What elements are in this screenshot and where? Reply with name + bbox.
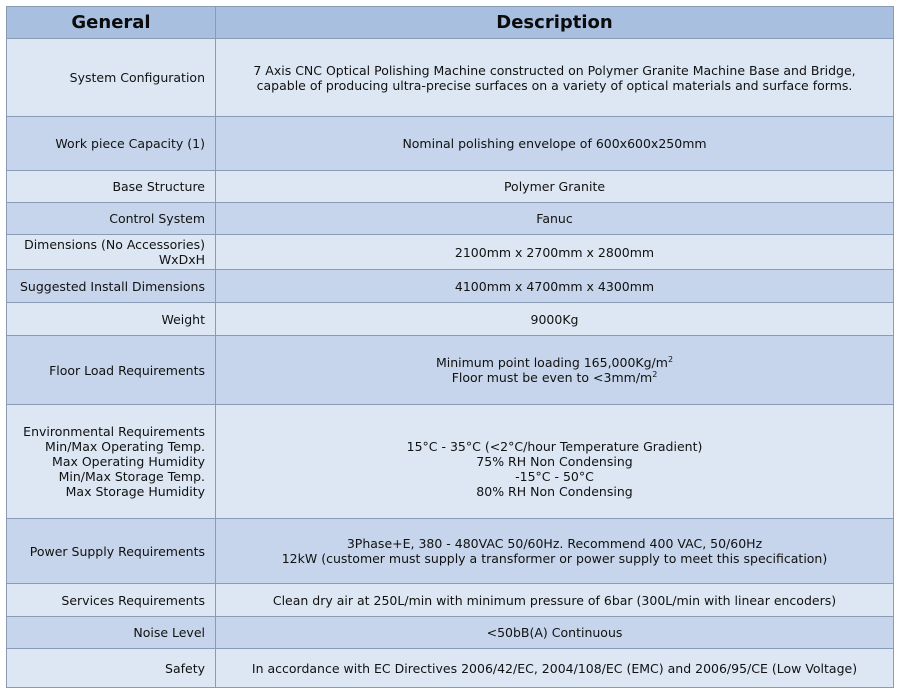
desc-text: <50bB(A) Continuous <box>486 625 623 640</box>
label-text: Services Requirements <box>61 592 205 608</box>
label-cell <box>7 235 216 270</box>
desc-cell <box>216 336 894 405</box>
row-system-configuration <box>7 39 894 117</box>
label-cell <box>7 336 216 405</box>
desc-cell <box>216 584 894 617</box>
row-control-system <box>7 203 894 235</box>
desc-text: 75% RH Non Condensing <box>476 454 633 469</box>
label-text: Floor Load Requirements <box>49 362 205 378</box>
spec-table <box>6 6 894 688</box>
desc-text: 3Phase+E, 380 - 480VAC 50/60Hz. Recommend 400 VAC, 50/60Hz <box>346 536 763 551</box>
row-dimensions <box>7 235 894 270</box>
label-text: System Configuration <box>69 70 205 85</box>
label-text: Environmental Requirements <box>23 424 205 439</box>
desc-text: 15°C - 35°C (<2°C/hour Temperature Gradient) <box>406 439 703 454</box>
desc-text-main: Minimum point loading 165,000Kg/m <box>435 355 668 370</box>
desc-text: 80% RH Non Condensing <box>476 484 633 499</box>
row-noise-level <box>7 617 894 649</box>
desc-text: 4100mm x 4700mm x 4300mm <box>454 278 655 294</box>
desc-cell <box>216 39 894 117</box>
desc-text: 2100mm x 2700mm x 2800mm <box>454 244 655 260</box>
label-text: Min/Max Storage Temp. <box>58 469 205 484</box>
row-floor-load-requirements <box>7 336 894 405</box>
desc-text <box>224 424 885 439</box>
row-weight <box>7 303 894 336</box>
desc-cell <box>216 171 894 203</box>
label-text: Control System <box>109 211 205 226</box>
label-text: Dimensions (No Accessories) <box>24 237 205 252</box>
desc-cell <box>216 303 894 336</box>
label-cell <box>7 270 216 303</box>
row-services-requirements <box>7 584 894 617</box>
desc-text: Fanuc <box>536 211 573 226</box>
label-cell <box>7 117 216 171</box>
superscript: 2 <box>652 370 658 379</box>
desc-cell <box>216 117 894 171</box>
label-text: Safety <box>165 660 205 676</box>
label-cell <box>7 405 216 519</box>
row-power-supply-requirements <box>7 519 894 584</box>
header-general: General <box>7 7 216 39</box>
desc-text: Clean dry air at 250L/min with minimum pressure of 6bar (300L/min with linear encoders) <box>272 592 837 608</box>
label-text: Max Operating Humidity <box>52 454 205 469</box>
desc-text: -15°C - 50°C <box>515 469 594 484</box>
desc-cell <box>216 203 894 235</box>
header-row <box>7 7 894 39</box>
row-environmental-requirements <box>7 405 894 519</box>
desc-cell <box>216 405 894 519</box>
label-cell <box>7 203 216 235</box>
row-suggested-install-dimensions <box>7 270 894 303</box>
desc-cell <box>216 617 894 649</box>
desc-text-main: Floor must be even to <3mm/m <box>451 370 653 385</box>
row-safety <box>7 649 894 688</box>
desc-text <box>224 370 885 385</box>
label-cell <box>7 584 216 617</box>
label-text: Weight <box>161 311 205 327</box>
label-text: WxDxH <box>158 252 205 267</box>
row-base-structure <box>7 171 894 203</box>
desc-text: 7 Axis CNC Optical Polishing Machine constructed on Polymer Granite Machine Base and Bridge, <box>253 62 856 78</box>
label-text: Max Storage Humidity <box>65 484 205 499</box>
label-cell <box>7 39 216 117</box>
desc-cell <box>216 270 894 303</box>
label-text: Base Structure <box>112 179 205 194</box>
desc-cell <box>216 235 894 270</box>
label-cell <box>7 303 216 336</box>
desc-text: capable of producing ultra-precise surfaces on a variety of optical materials and surface forms. <box>256 77 853 93</box>
desc-text: 9000Kg <box>530 311 579 327</box>
desc-text <box>224 355 885 370</box>
desc-text: Nominal polishing envelope of 600x600x250mm <box>402 136 707 151</box>
label-cell <box>7 617 216 649</box>
desc-cell <box>216 519 894 584</box>
desc-cell <box>216 649 894 688</box>
label-cell <box>7 519 216 584</box>
superscript: 2 <box>667 355 674 364</box>
label-cell <box>7 171 216 203</box>
label-text: Noise Level <box>133 625 205 640</box>
desc-text: Polymer Granite <box>503 179 606 194</box>
label-text: Work piece Capacity (1) <box>55 136 205 151</box>
desc-text: 12kW (customer must supply a transformer or power supply to meet this specification) <box>281 551 828 566</box>
label-cell <box>7 649 216 688</box>
label-text: Min/Max Operating Temp. <box>45 439 205 454</box>
label-text: Suggested Install Dimensions <box>20 278 205 294</box>
label-text: Power Supply Requirements <box>29 543 205 559</box>
row-work-piece-capacity <box>7 117 894 171</box>
desc-text: In accordance with EC Directives 2006/42/EC, 2004/108/EC (EMC) and 2006/95/CE (Low Voltage) <box>251 660 858 676</box>
header-description: Description <box>216 7 894 39</box>
